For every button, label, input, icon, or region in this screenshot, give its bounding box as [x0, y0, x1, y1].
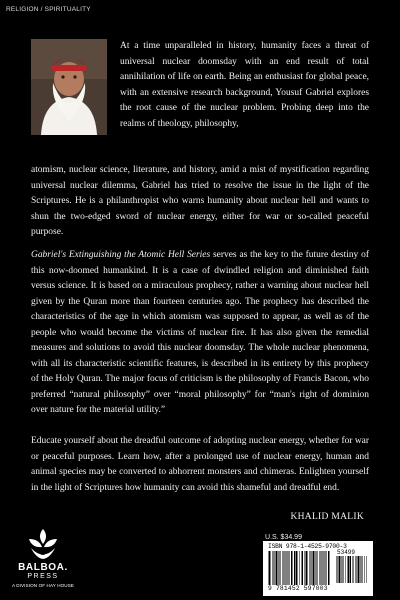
lotus-b-icon: [26, 527, 60, 561]
publisher-logo: [8, 527, 78, 597]
blurb-paragraph-2: [31, 248, 369, 419]
author-portrait: [31, 39, 107, 135]
isbn-barcode: [263, 541, 373, 596]
price-label: U.S. $34.99: [265, 534, 302, 541]
blurb-paragraph-3: Educate yourself about the dreadful outcome of adopting nuclear energy, whether for war or peaceful purposes. Learn how, after a prolonged use of nuclear energy, human and animal species may be converted to abhorrent monsters and chimeras. Enlighten yourself in the light of Scriptures how humanity can avoid this shameful and dreadful end.: [31, 436, 369, 493]
blurb-author: KHALID MALIK: [290, 512, 364, 522]
isbn-text: ISBN 978-1-4525-9700-3: [268, 543, 347, 550]
publisher-division: A DIVISION OF HAY HOUSE: [11, 583, 75, 588]
category-label: RELIGION / SPIRITUALITY: [6, 6, 91, 13]
blurb-paragraph-1-continued: atomism, nuclear science, literature, and history, amid a mist of mystification regarding universal nuclear dilemma, Gabriel has tried to resolve the issue in the light of the Scriptures. He is a philanthropist who warns humanity about nuclear hell and wants to shun the two-edged sword of nuclear energy, either for war or so-called peaceful purpose.: [31, 165, 369, 237]
ean-bars: [268, 551, 330, 585]
blurb-paragraph-1-top: At a time unparalleled in history, humanity faces a threat of universal nuclear doomsday with an end result of total annihilation of life on earth. Being an enthusiast for global peace, with an extensive research background, Yousuf Gabriel explores the root cause of the nuclear problem. Probing deep into the realms of theology, philosophy,: [120, 41, 369, 129]
series-title: Gabriel's Extinguishing the Atomic Hell Series: [31, 250, 211, 260]
addon-bars: [336, 556, 367, 583]
ean-digits: 9 781452 597003: [268, 585, 328, 592]
barcode-addon-number: 53499: [337, 549, 356, 556]
publisher-name: BALBOA.: [18, 562, 68, 573]
blurb-paragraph-2-body: serves as the key to the future destiny of this now-doomed humankind. It is a case of dwindled religion and diminished faith versus science. It is based on a miraculous prophecy, rather a warning about nuclear hell given by the Quran more than fourteen centuries ago. The prophecy has described the characteristics of the age in which atomism was supposed to appear, as well as of the people who would become the victims of nuclear fire. It has also given the remedial measures and solutions to avoid this nuclear doomsday. The whole nuclear phenomena, with all its characteristic scientific features, is described in its entirety by this prophecy of the Holy Quran. The major focus of criticism is the philosophy of Francis Bacon, who preferred “natural philosophy” over “moral philosophy” for “man's right of dominion over nature for the material utility.”: [31, 250, 369, 415]
publisher-imprint: PRESS: [27, 573, 59, 580]
svg-text:b: b: [39, 546, 47, 558]
